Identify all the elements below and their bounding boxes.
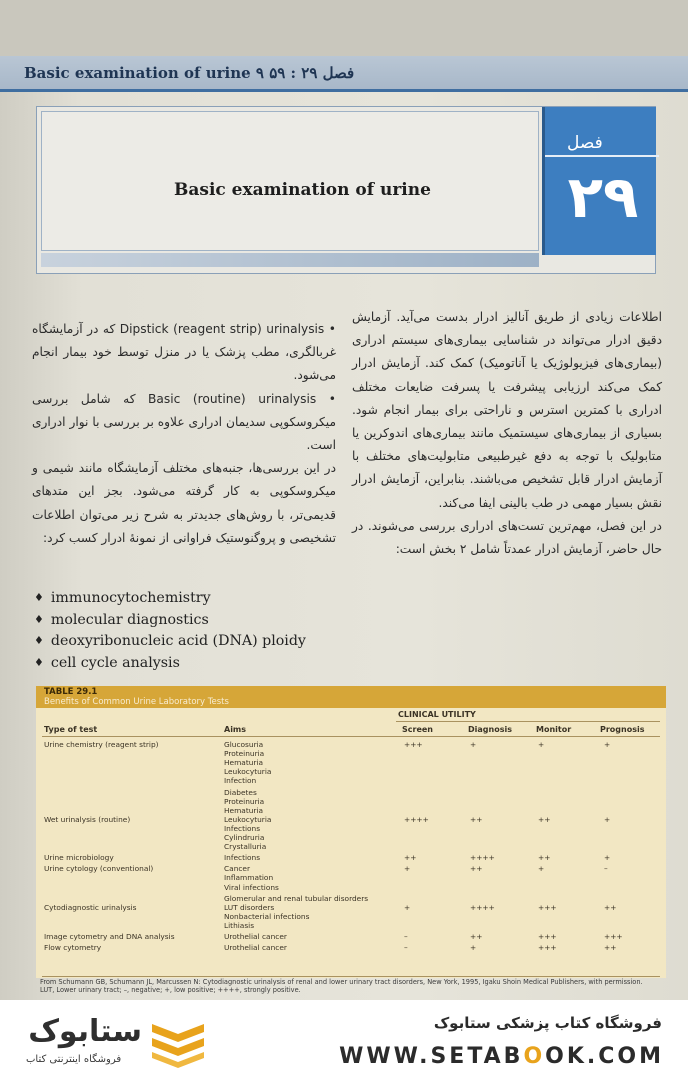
- cell-aim: Proteinuria: [224, 796, 265, 806]
- left-text-column: [32, 318, 336, 550]
- routine-bullet: • Basic (routine) urinalysis که شامل بررسی میکروسکوپی سدیمان ادراری علاوه بر بررسی با نوار ادراری است.: [32, 391, 336, 453]
- cell-aim: Viral infections: [224, 882, 279, 892]
- col-header-screen: Screen: [402, 725, 433, 734]
- chapter-title-panel: [41, 111, 539, 251]
- cell-aim: Lithiasis: [224, 920, 255, 930]
- intro-paragraph-2: در این فصل، مهم‌ترین تست‌های ادراری بررسی می‌شوند. در حال حاضر، آزمایش ادرار عمدتاً شامل ۲ بخش است:: [352, 518, 662, 557]
- page-top-margin: [0, 0, 688, 56]
- cell-screen: ++: [404, 853, 417, 863]
- book-stack-icon: [148, 1016, 208, 1068]
- cell-aim: Urothelial cancer: [224, 943, 287, 953]
- cell-monitor: +: [538, 740, 545, 749]
- cell-aim: Hematuria: [224, 758, 264, 768]
- url-prefix: WWW.SETAB: [339, 1044, 524, 1069]
- cell-screen: +++: [404, 740, 423, 749]
- cell-prognosis: +++: [604, 932, 623, 941]
- table-source: From Schumann GB, Schumann JL, Marcussen N: Cytodiagnostic urinalysis of renal and lower urinary tract disorders, New York, 1995, Igaku Shoin Medical Publishers, with permission.: [40, 978, 643, 986]
- cell-screen: +: [404, 902, 411, 912]
- cell-aim: Infection: [224, 776, 257, 786]
- chapter-gradient-bar: [41, 253, 539, 267]
- bottom-rule: [42, 976, 660, 977]
- cell-screen: +: [404, 864, 411, 874]
- cell-aim: Inflammation: [224, 873, 274, 883]
- running-header-text: فصل ۲۹ : Basic examination of urine ۹ ۵۹: [24, 64, 355, 82]
- cell-aim: Proteinuria: [224, 749, 265, 759]
- right-text-column: [352, 306, 662, 561]
- list-item: ♦ deoxyribonucleic acid (DNA) ploidy: [34, 631, 334, 653]
- chapter-number: ۲۹: [567, 163, 639, 231]
- cell-screen: –: [404, 932, 408, 941]
- cell-test-type: Urine microbiology: [44, 853, 114, 863]
- cell-diagnosis: ++++: [470, 902, 495, 912]
- cell-diagnosis: ++: [470, 932, 483, 941]
- group-header-rule: [396, 721, 660, 722]
- cell-diagnosis: ++: [470, 814, 483, 824]
- cell-test-type: Image cytometry and DNA analysis: [44, 932, 175, 941]
- cell-aim: Crystalluria: [224, 842, 267, 852]
- store-name: فروشگاه کتاب پزشکی ستابوک: [433, 1014, 662, 1032]
- cell-test-type: Flow cytometry: [44, 943, 102, 953]
- urine-tests-table: [36, 686, 666, 978]
- col-header-monitor: Monitor: [536, 725, 572, 734]
- clinical-utility-header: CLINICAL UTILITY: [398, 710, 476, 719]
- list-item: ♦ cell cycle analysis: [34, 653, 334, 675]
- chapter-divider: [545, 155, 659, 157]
- dipstick-bullet: • Dipstick (reagent strip) urinalysis که در آزمایشگاه غربالگری، مطب پزشک یا در منزل توسط خود بیمار انجام می‌شود.: [32, 322, 336, 383]
- cell-diagnosis: ++++: [470, 853, 495, 863]
- col-header-type: Type of test: [44, 725, 98, 734]
- chapter-title: Basic examination of urine: [174, 180, 431, 200]
- store-footer: [0, 1000, 688, 1079]
- cell-test-type: Wet urinalysis (routine): [44, 814, 131, 824]
- methods-paragraph: در این بررسی‌ها، جنبه‌های مختلف آزمایشگاه مانند شیمی و میکروسکوپی به کار گرفته می‌شود. بجز این متدهای قدیمی‌تر، با روش‌های جدیدتر به شرح زیر می‌توان اطلاعات تشخیصی و پروگنوستیک فراوانی از نمونهٔ ادرار کسب کرد:: [32, 461, 336, 545]
- chapter-label: فصل: [567, 133, 603, 153]
- chapter-number-tab: [542, 107, 656, 255]
- cell-aim: LUT disorders: [224, 902, 275, 912]
- cell-aim: Hematuria: [224, 805, 264, 815]
- intro-paragraph: اطلاعات زیادی از طریق آنالیز ادرار بدست می‌آید. آزمایش دقیق ادرار می‌تواند در شناسایی بیماری‌های سیستم ادراری (بیماری‌های فیزیولوژیک یا آناتومیک) کمک کند. آزمایش ادرار کمک می‌کند ارزیابی پیشرفت یا پسرفت ضایعات مختلف ادراری با کمترین استرس و ناراحتی برای بیمار انجام شود. بسیاری از بیماری‌های سیستمیک مانند بیماری‌های اندوکرین یا متابولیک با توجه به دفع غیرطبیعی متابولیت‌های مختلف با آزمایش ادرار قابل تشخیص می‌باشند. بنابراین، آزمایش ادرار نقش بسیار مهمی در طب بالینی ایفا می‌کند.: [352, 310, 662, 510]
- cell-prognosis: ++: [604, 902, 617, 912]
- cell-test-type: Urine cytology (conventional): [44, 864, 154, 874]
- cell-test-type: Cytodiagnostic urinalysis: [44, 902, 137, 912]
- cell-screen: ++++: [404, 814, 429, 824]
- cell-diagnosis: +: [470, 740, 477, 749]
- cell-diagnosis: +: [470, 943, 477, 953]
- cell-prognosis: +: [604, 853, 611, 863]
- cell-prognosis: –: [604, 864, 608, 874]
- cell-monitor: +++: [538, 902, 557, 912]
- table-legend: LUT, Lower urinary tract; –, negative; +, low positive; ++++, strongly positive.: [40, 986, 301, 994]
- col-header-prognosis: Prognosis: [600, 725, 645, 734]
- cell-aim: Diabetes: [224, 787, 257, 797]
- store-url[interactable]: [339, 1044, 664, 1069]
- cell-aim: Infections: [224, 823, 261, 833]
- col-header-diagnosis: Diagnosis: [468, 725, 512, 734]
- store-logo[interactable]: [22, 1014, 242, 1070]
- url-suffix: OK.COM: [545, 1044, 664, 1069]
- list-item: ♦ immunocytochemistry: [34, 588, 334, 610]
- logo-subtitle: فروشگاه اینترنتی کتاب: [26, 1054, 122, 1065]
- cell-prognosis: ++: [604, 943, 617, 953]
- cell-monitor: +: [538, 864, 545, 874]
- cell-aim: Glucosuria: [224, 740, 264, 749]
- methods-list: [34, 588, 334, 674]
- cell-diagnosis: ++: [470, 864, 483, 874]
- table-body: [36, 708, 666, 978]
- cell-aim: Nonbacterial infections: [224, 911, 310, 921]
- cell-prognosis: +: [604, 740, 611, 749]
- chapter-title-box: [36, 106, 656, 274]
- table-title: Benefits of Common Urine Laboratory Tests: [44, 697, 229, 707]
- running-header: [0, 56, 688, 92]
- cell-prognosis: +: [604, 814, 611, 824]
- cell-aim: Urothelial cancer: [224, 932, 287, 941]
- table-id: TABLE 29.1: [44, 687, 98, 697]
- cell-monitor: ++: [538, 853, 551, 863]
- col-header-aims: Aims: [224, 725, 247, 734]
- cell-monitor: ++: [538, 814, 551, 824]
- list-item: ♦ molecular diagnostics: [34, 610, 334, 632]
- cell-aim: Cancer: [224, 864, 251, 874]
- table-footnote: [40, 978, 660, 994]
- cell-aim: Infections: [224, 853, 261, 863]
- cell-aim: Leukocyturia: [224, 767, 272, 777]
- cell-test-type: Urine chemistry (reagent strip): [44, 740, 159, 749]
- cell-aim: Cylindruria: [224, 833, 265, 842]
- cell-aim: Leukocyturia: [224, 814, 272, 824]
- cell-monitor: +++: [538, 932, 557, 941]
- header-rule: [42, 736, 660, 737]
- cell-screen: –: [404, 943, 408, 953]
- table-caption: [36, 686, 666, 708]
- logo-wordmark: ستابوک: [28, 1014, 142, 1049]
- url-o: O: [523, 1044, 546, 1069]
- cell-aim: Glomerular and renal tubular disorders: [224, 893, 369, 903]
- cell-monitor: +++: [538, 943, 557, 953]
